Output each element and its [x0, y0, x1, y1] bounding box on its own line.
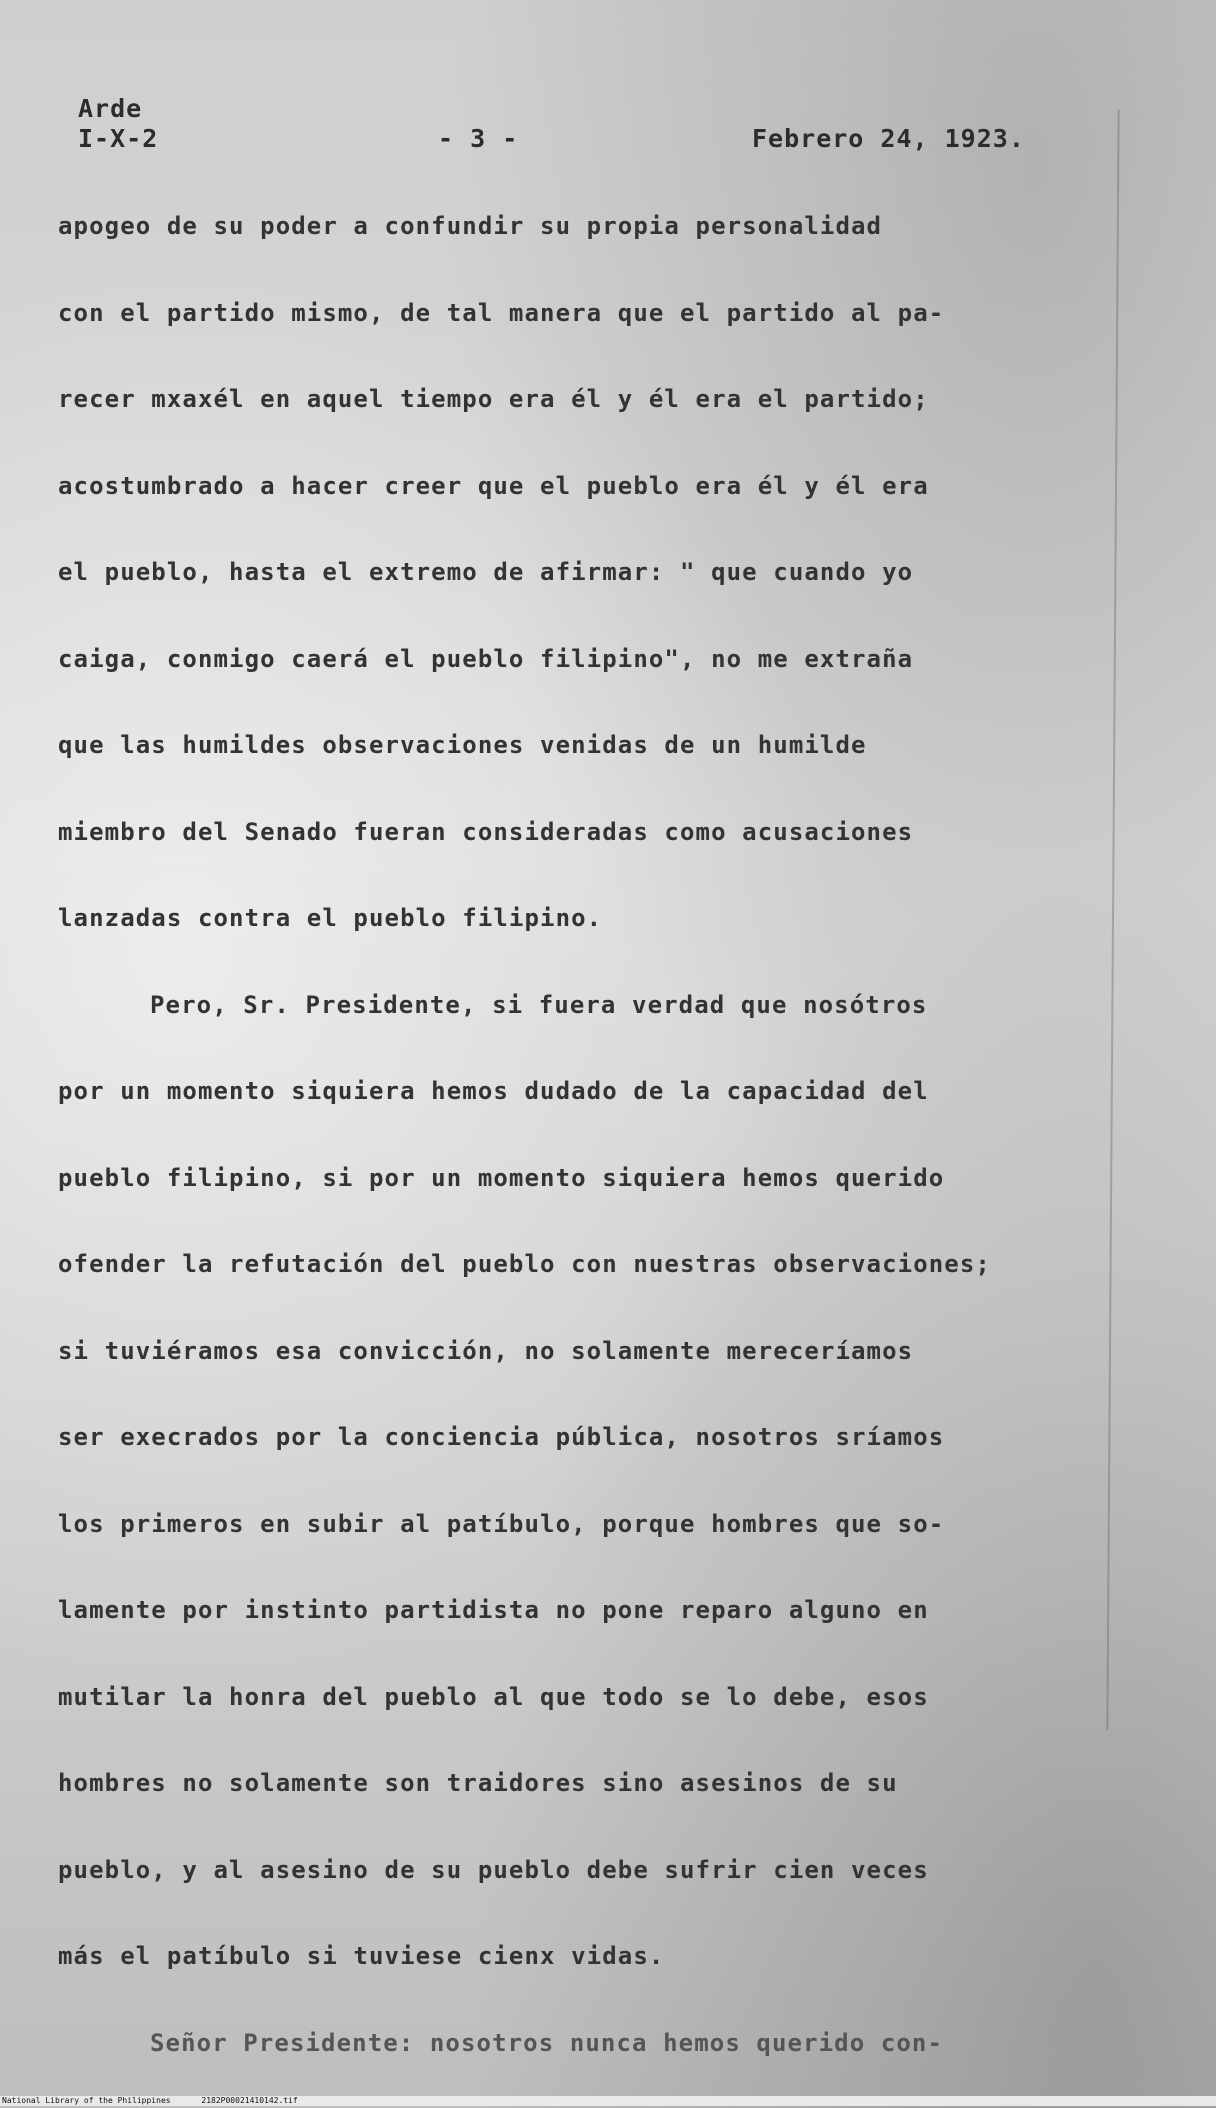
text-line: los primeros en subir al patíbulo, porque hombres que so- — [58, 1509, 945, 1538]
text-line: el pueblo, hasta el extremo de afirmar: " que cuando yo — [58, 558, 914, 586]
text-line: acostumbrado a hacer creer que el pueblo era él y él era — [58, 471, 929, 500]
text-line: pueblo, y al asesino de su pueblo debe sufrir cien veces — [58, 1855, 929, 1884]
text-line: miembro del Senado fueran consideradas como acusaciones — [58, 817, 914, 846]
file-name: 2182P00021410142.tif — [201, 2096, 298, 2105]
text-line: recer mxaxél en aquel tiempo era él y él era el partido; — [58, 385, 929, 413]
text-line: apogeo de su poder a confundir su propia personalidad — [58, 212, 883, 240]
text-line: por un momento siquiera hemos dudado de la capacidad del — [58, 1077, 929, 1105]
reference-line-1: Arde — [78, 94, 143, 123]
reference-line-2: I-X-2 — [78, 124, 159, 153]
text-line: que las humildes observaciones venidas de un humilde — [58, 731, 867, 759]
reference-code — [78, 94, 158, 154]
text-line: lamente por instinto partidista no pone reparo alguno en — [58, 1596, 929, 1624]
text-line: lanzadas contra el pueblo filipino. — [58, 904, 603, 932]
text-line: hombres no solamente son traidores sino asesinos de su — [58, 1769, 898, 1797]
text-line: si tuviéramos esa convicción, no solamente mereceríamos — [58, 1336, 914, 1365]
paragraph-start-line: Pero, Sr. Presidente, si fuera verdad que nosótros — [150, 990, 928, 1019]
paragraph-start-line: Señor Presidente: nosotros nunca hemos querido con- — [150, 2028, 944, 2057]
text-line: con el partido mismo, de tal manera que el partido al pa- — [58, 298, 945, 327]
text-line: caiga, conmigo caerá el pueblo filipino", no me extraña — [58, 644, 914, 673]
text-line: mutilar la honra del pueblo al que todo se lo debe, esos — [58, 1682, 929, 1711]
document-date: Febrero 24, 1923. — [752, 124, 1025, 153]
typed-body-text — [58, 206, 1138, 2108]
text-line: ser execrados por la conciencia pública, nosotros sríamos — [58, 1423, 945, 1451]
text-line: más el patíbulo si tuviese cienx vidas. — [58, 1942, 665, 1970]
text-line: ofender la refutación del pueblo con nuestras observaciones; — [58, 1250, 991, 1278]
library-name: National Library of the Philippines — [2, 2096, 171, 2105]
text-line: pueblo filipino, si por un momento siquiera hemos querido — [58, 1163, 945, 1192]
archive-footer — [0, 2096, 1216, 2106]
page-number: - 3 - — [438, 124, 519, 153]
